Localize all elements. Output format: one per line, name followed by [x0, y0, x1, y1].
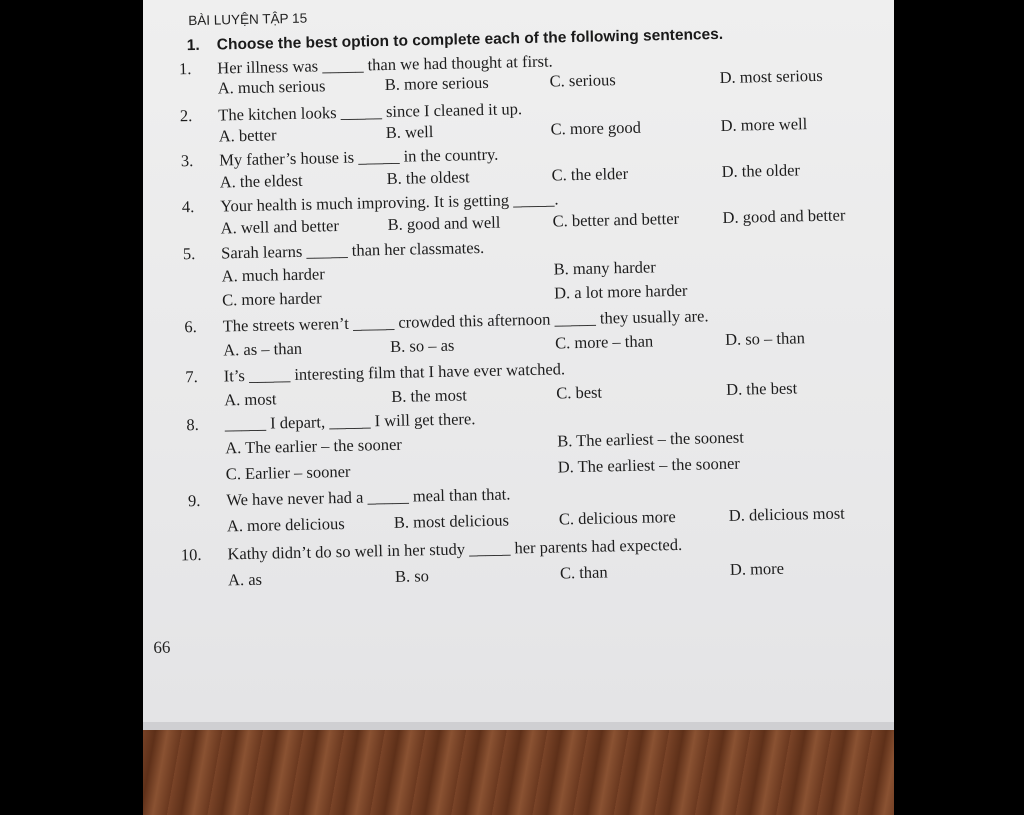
lesson-title: BÀI LUYỆN TẬP 15 — [188, 10, 308, 29]
option-c: C. Earlier – sooner — [225, 461, 351, 484]
option-c: C. than — [559, 562, 608, 583]
option-a: A. The earlier – the sooner — [225, 434, 402, 458]
option-d: D. a lot more harder — [553, 280, 688, 303]
option-c: C. more harder — [221, 288, 322, 310]
worksheet-page — [143, 0, 894, 722]
question-number: 10. — [180, 544, 202, 565]
option-b: B. well — [385, 122, 434, 142]
option-a: A. well and better — [220, 216, 340, 238]
question-number: 9. — [187, 490, 201, 511]
question-text: _____ I depart, _____ I will get there. — [224, 409, 476, 434]
page-number: 66 — [153, 637, 171, 657]
option-c: C. serious — [549, 70, 616, 91]
option-a: A. more delicious — [226, 513, 345, 536]
question-number: 6. — [184, 316, 197, 337]
option-d: D. the older — [721, 160, 801, 181]
question-text: It’s _____ interesting film that I have ever watched. — [223, 359, 566, 386]
option-a: A. the eldest — [219, 170, 303, 192]
question-text: My father’s house is _____ in the country. — [219, 144, 499, 170]
option-b: B. good and well — [387, 212, 501, 234]
option-a: A. much serious — [217, 76, 326, 98]
option-b: B. the most — [391, 385, 468, 406]
instruction-number: 1. — [186, 36, 200, 55]
question-text: Your health is much improving. It is getting _____. — [220, 189, 559, 216]
question-text: Sarah learns _____ than her classmates. — [220, 237, 485, 263]
question-number: 8. — [186, 414, 199, 435]
option-c: C. the elder — [551, 163, 629, 185]
option-b: B. so – as — [389, 335, 455, 356]
option-c: C. better and better — [552, 208, 680, 231]
photo — [143, 0, 894, 815]
question-text: The kitchen looks _____ since I cleaned it up. — [218, 99, 523, 125]
option-a: A. as – than — [223, 338, 303, 360]
question-text: Her illness was _____ than we had thought at first. — [217, 51, 553, 78]
option-c: C. best — [555, 382, 603, 403]
wooden-table — [143, 720, 894, 815]
paper-edge — [143, 722, 894, 730]
question-number: 2. — [179, 106, 193, 126]
option-b: B. many harder — [553, 257, 656, 279]
question-text: The streets weren’t _____ crowded this afternoon _____ they usually are. — [222, 306, 709, 336]
option-a: A. much harder — [221, 264, 325, 286]
option-d: D. delicious most — [728, 503, 845, 525]
question-number: 7. — [185, 366, 198, 387]
question-text: Kathy didn’t do so well in her study _____ her parents had expected. — [227, 534, 683, 564]
option-d: D. so – than — [724, 328, 806, 349]
option-b: B. more serious — [384, 72, 489, 95]
option-d: D. The earliest – the sooner — [557, 453, 740, 477]
option-d: D. more well — [720, 114, 808, 135]
worksheet-content — [143, 0, 894, 722]
option-a: A. better — [218, 125, 277, 146]
option-d: D. good and better — [722, 205, 846, 227]
question-number: 5. — [182, 244, 196, 264]
option-c: C. delicious more — [558, 507, 676, 529]
option-a: A. as — [227, 569, 263, 590]
option-d: D. most serious — [719, 65, 823, 87]
instruction: Choose the best option to complete each of the following sentences. — [216, 25, 724, 54]
question-text: We have never had a _____ meal than that. — [226, 484, 511, 510]
option-b: B. most delicious — [393, 510, 510, 532]
option-b: B. the oldest — [386, 167, 470, 188]
option-c: C. more – than — [554, 331, 654, 353]
option-d: D. more — [729, 558, 785, 579]
question-number: 4. — [181, 197, 195, 217]
question-number: 1. — [178, 59, 192, 79]
option-b: B. so — [394, 566, 430, 586]
question-number: 3. — [180, 151, 194, 171]
option-b: B. The earliest – the soonest — [557, 427, 745, 451]
option-c: C. more good — [550, 117, 642, 139]
option-a: A. most — [224, 389, 277, 410]
option-d: D. the best — [725, 378, 798, 399]
